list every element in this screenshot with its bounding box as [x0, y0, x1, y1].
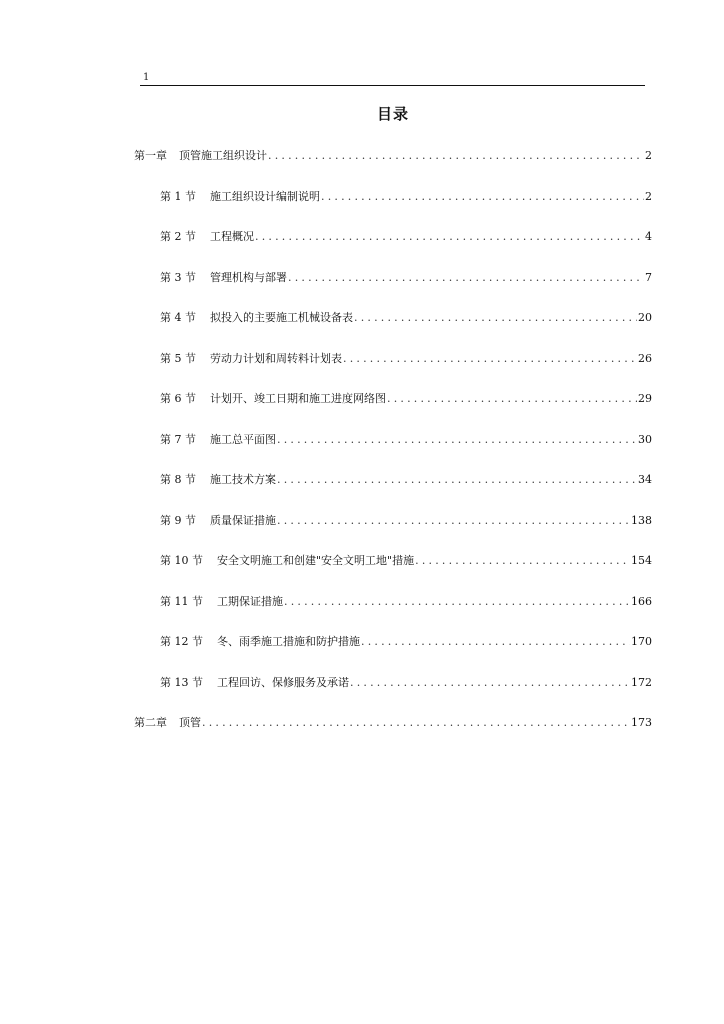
- toc-dot-leader: [284, 594, 630, 610]
- toc-entry[interactable]: [160, 675, 652, 691]
- toc-entry[interactable]: [134, 715, 652, 731]
- toc-entry-number: 第 12 节: [160, 635, 203, 648]
- toc-entry-number: 第 4 节: [160, 311, 196, 324]
- toc-entry-title: 质量保证措施: [210, 514, 276, 527]
- toc-entry-title: 冬、雨季施工措施和防护措施: [217, 635, 360, 648]
- toc-entry-title: 工程回访、保修服务及承诺: [217, 676, 349, 689]
- toc-entry[interactable]: [160, 594, 652, 610]
- toc-dot-leader: [387, 391, 637, 407]
- toc-entry-number: 第 7 节: [160, 433, 196, 446]
- toc-entry-number: 第二章: [134, 716, 167, 729]
- toc-entry-title: 劳动力计划和周转料计划表: [210, 352, 342, 365]
- toc-entry-page: 173: [631, 716, 652, 729]
- toc-dot-leader: [277, 472, 637, 488]
- toc-entry-page: 170: [631, 635, 652, 648]
- toc-entry-title: 施工组织设计编制说明: [210, 190, 320, 203]
- toc-entry[interactable]: [160, 391, 652, 407]
- toc-entry-page: 20: [638, 311, 652, 324]
- toc-entry[interactable]: [160, 513, 652, 529]
- toc-entry-title: 管理机构与部署: [210, 271, 287, 284]
- toc-entry-page: 172: [631, 676, 652, 689]
- toc-entry-number: 第 9 节: [160, 514, 196, 527]
- toc-entry-title: 施工技术方案: [210, 473, 276, 486]
- toc-entry-number: 第 2 节: [160, 230, 196, 243]
- toc-entry-number: 第 5 节: [160, 352, 196, 365]
- toc-entry[interactable]: [160, 553, 652, 569]
- toc-entry-page: 4: [645, 230, 652, 243]
- toc-dot-leader: [321, 189, 644, 205]
- toc-entry-page: 2: [645, 190, 652, 203]
- toc-entry-page: 29: [638, 392, 652, 405]
- toc-dot-leader: [354, 310, 637, 326]
- toc-dot-leader: [350, 675, 630, 691]
- toc-dot-leader: [415, 553, 630, 569]
- toc-entry-title: 安全文明施工和创建"安全文明工地"措施: [217, 554, 415, 567]
- toc-entry-title: 施工总平面图: [210, 433, 276, 446]
- toc-entry[interactable]: [160, 310, 652, 326]
- toc-entry[interactable]: [160, 634, 652, 650]
- toc-entry-number: 第 1 节: [160, 190, 196, 203]
- toc-entry-title: 顶管: [179, 716, 201, 729]
- toc-entry-number: 第 11 节: [160, 595, 203, 608]
- toc-entry-title: 拟投入的主要施工机械设备表: [210, 311, 353, 324]
- toc-entry-number: 第一章: [134, 149, 167, 162]
- toc-entry[interactable]: [160, 189, 652, 205]
- toc-entry[interactable]: [160, 432, 652, 448]
- toc-dot-leader: [277, 513, 630, 529]
- toc-dot-leader: [343, 351, 637, 367]
- toc-dot-leader: [361, 634, 630, 650]
- toc-entry-page: 26: [638, 352, 652, 365]
- toc-entry[interactable]: [160, 472, 652, 488]
- toc-entry[interactable]: [160, 229, 652, 245]
- toc-entry-title: 工期保证措施: [217, 595, 283, 608]
- toc-entry[interactable]: [160, 351, 652, 367]
- toc-title: 目录: [376, 105, 409, 123]
- toc-entry-page: 166: [631, 595, 652, 608]
- toc-entry-page: 154: [631, 554, 652, 567]
- toc-dot-leader: [255, 229, 644, 245]
- toc-entry-number: 第 10 节: [160, 554, 203, 567]
- toc-entry-title: 顶管施工组织设计: [179, 149, 267, 162]
- header-page-number: 1: [143, 72, 150, 83]
- toc-entry-page: 34: [638, 473, 652, 486]
- toc-entry[interactable]: [134, 148, 652, 164]
- toc-entry-page: 2: [645, 149, 652, 162]
- toc-dot-leader: [202, 715, 630, 731]
- toc-dot-leader: [288, 270, 644, 286]
- toc-entry-number: 第 6 节: [160, 392, 196, 405]
- toc-entry-page: 138: [631, 514, 652, 527]
- toc-entry-title: 工程概况: [210, 230, 254, 243]
- toc-dot-leader: [268, 148, 644, 164]
- toc-entry-number: 第 3 节: [160, 271, 196, 284]
- toc-entry[interactable]: [160, 270, 652, 286]
- toc-entry-title: 计划开、竣工日期和施工进度网络图: [210, 392, 386, 405]
- toc-entry-number: 第 13 节: [160, 676, 203, 689]
- toc-entry-page: 7: [645, 271, 652, 284]
- toc-entry-page: 30: [638, 433, 652, 446]
- toc-dot-leader: [277, 432, 637, 448]
- toc-entry-number: 第 8 节: [160, 473, 196, 486]
